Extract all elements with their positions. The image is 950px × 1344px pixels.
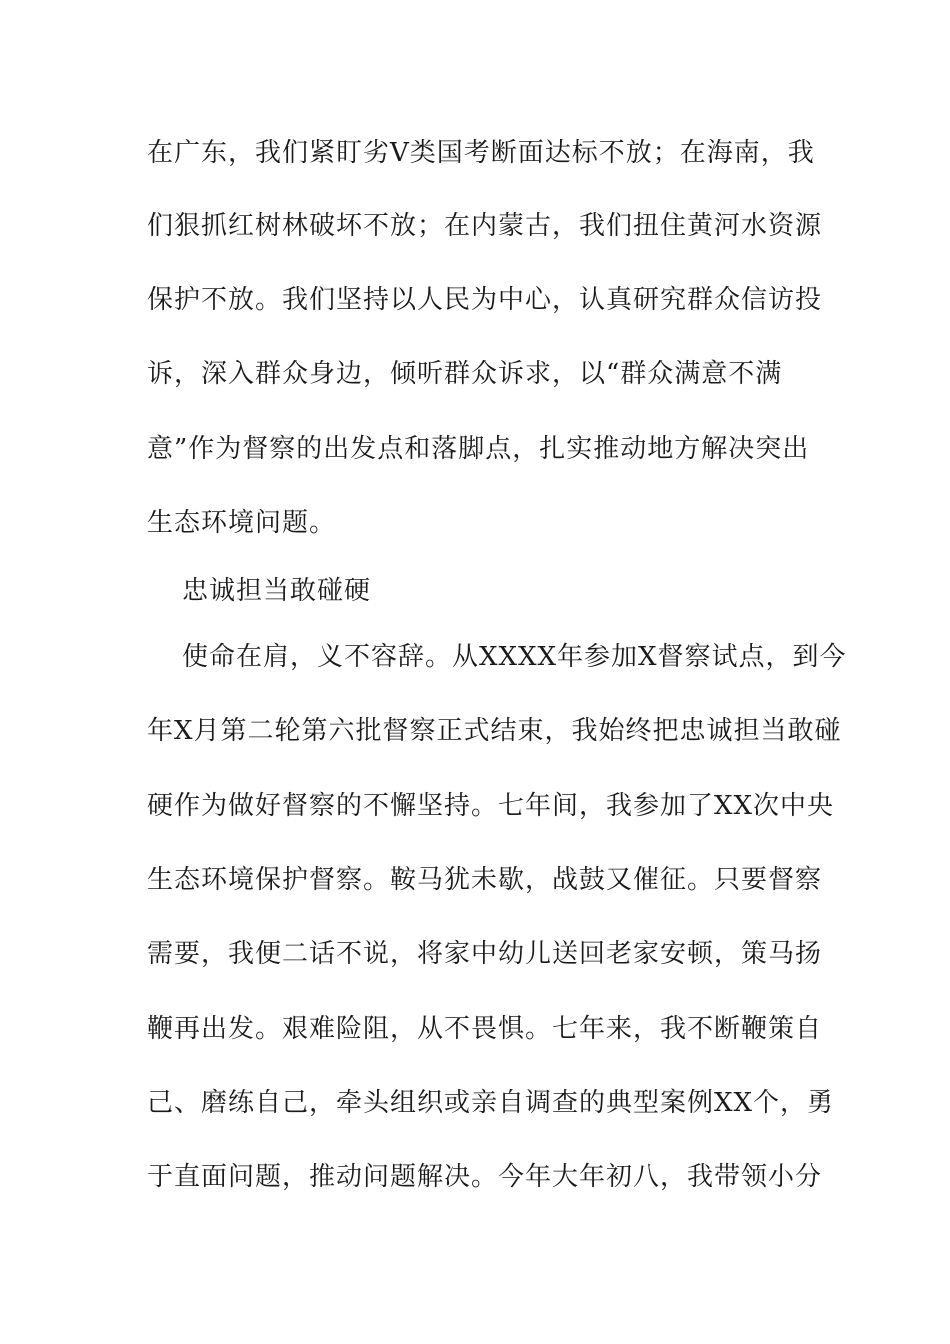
- section-heading: 忠诚担当敢碰硬: [182, 576, 372, 606]
- paragraph-1-line-4: 诉，深入群众身边，倾听群众诉求，以“群众满意不满: [147, 359, 783, 389]
- paragraph-1-line-1: 在广东，我们紧盯劣Ⅴ类国考断面达标不放；在海南，我: [147, 138, 815, 168]
- paragraph-2-line-2: 年X月第二轮第六批督察正式结束，我始终把忠诚担当敢碰: [147, 716, 842, 746]
- paragraph-2-line-7: 己、磨练自己，牵头组织或亲自调查的典型案例XX个，勇: [147, 1088, 835, 1118]
- paragraph-2-line-3: 硬作为做好督察的不懈坚持。七年间，我参加了XX次中央: [147, 791, 835, 821]
- paragraph-2-line-4: 生态环境保护督察。鞍马犹未歇，战鼓又催征。只要督察: [147, 865, 823, 895]
- paragraph-1-line-6: 生态环境问题。: [147, 508, 337, 538]
- paragraph-2-line-5: 需要，我便二话不说，将家中幼儿送回老家安顿，策马扬: [147, 939, 823, 969]
- paragraph-1-line-5: 意”作为督察的出发点和落脚点，扎实推动地方解决突出: [147, 434, 810, 464]
- paragraph-1-line-2: 们狠抓红树林破坏不放；在内蒙古，我们扭住黄河水资源: [147, 211, 823, 241]
- paragraph-2-line-8: 于直面问题，推动问题解决。今年大年初八，我带领小分: [147, 1162, 823, 1192]
- paragraph-1-line-3: 保护不放。我们坚持以人民为中心，认真研究群众信访投: [147, 285, 823, 315]
- paragraph-2-line-1: 使命在肩，义不容辞。从XXXX年参加X督察试点，到今: [182, 642, 847, 672]
- paragraph-2-line-6: 鞭再出发。艰难险阻，从不畏惧。七年来，我不断鞭策自: [147, 1014, 823, 1044]
